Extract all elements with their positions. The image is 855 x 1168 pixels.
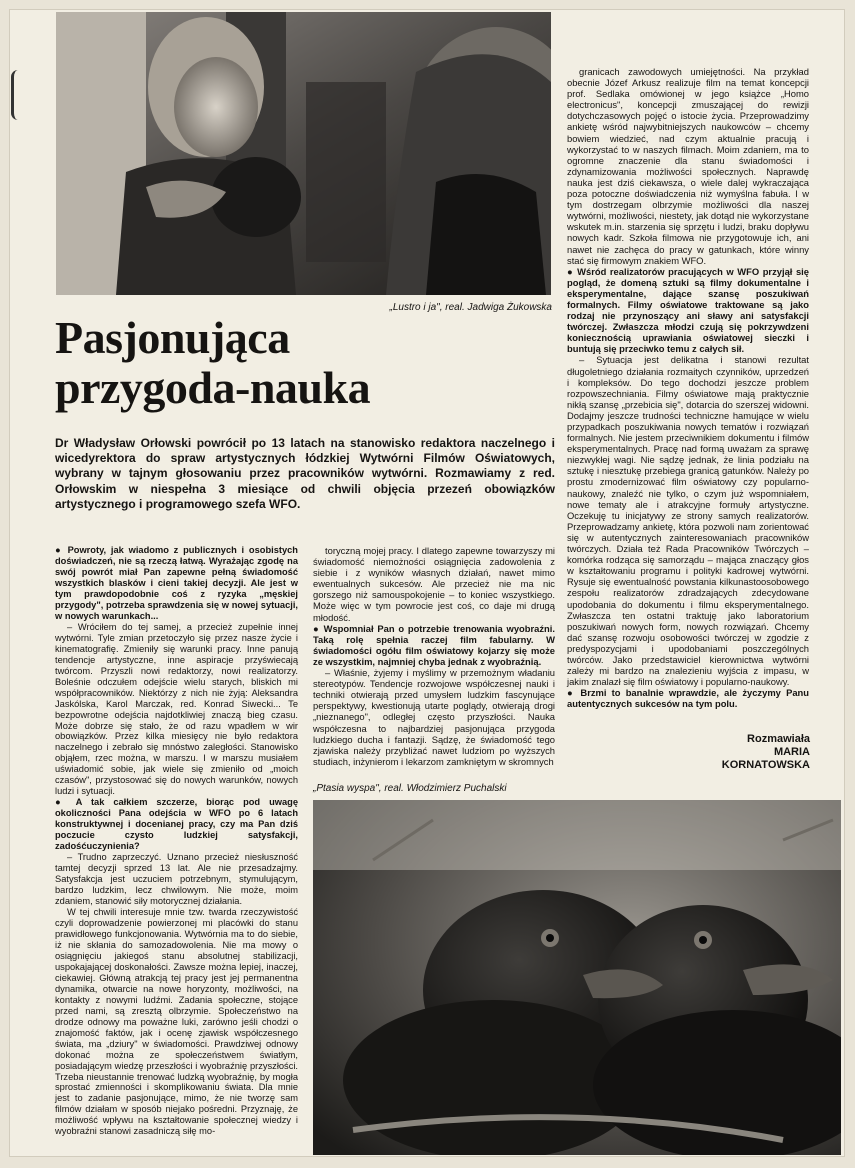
interview-answer: toryczną mojej pracy. I dlatego zapewne towarzyszy mi świadomość niemożności osiągnięcia zadowolenia z siebie i z wyników własnych działań, nawet mimo ewentualnych sukcesów. Ale przecież nie ma nic gorszego niż samouspokojenie – to koniec wszystkiego. Może więc w tym powrocie jest coś, co daje mi drugą młodość. <box>313 545 555 623</box>
interview-question: ● A tak całkiem szczerze, biorąc pod uwagę okoliczności Pana odejścia w WFO po 6 latach konstruktywnej i docenianej pracy, czy ma Pan dziś poczucie czysto ludzkiej satysfakcji, zadośćuczynienia? <box>55 797 298 852</box>
interviewer-signature <box>700 733 810 772</box>
interview-question: ● Powroty, jak wiadomo z publicznych i osobistych doświadczeń, nie są rzeczą łatwą. Wyrażając zgodę na swój powrót miał Pan zapewne pełną świadomość wszystkich blasków i cieni takiej decyzji. Ale jest w tym prawdopodobnie coś z ryzyka „męskiej przygody", potrzeba sprawdzenia się w nowej sytuacji, w nowych warunkach... <box>55 545 298 621</box>
interview-answer: – Właśnie, żyjemy i myślimy w przemożnym władaniu stereotypów. Tendencje rozwojowe współczesnej nauki i techniki otwierają przed umysłem ludzkim fascynujące perspektywy, kwestionują utarte poglądy, otwierają drogi „nieznanego", odległej często przyszłości. Nauka współczesna to najbardziej pasjonująca przygoda ludzkiego ducha i fantazji. Sądzę, że świadomość tego zjawiska należy przybliżać nawet ludziom po wyższych studiach, inżynierom i lekarzom zamkniętym w skromnych <box>313 667 555 767</box>
interview-answer: – Wróciłem do tej samej, a przecież zupełnie innej wytwórni. Tyle zmian przetoczyło się przez nasze życie i kinematografię. Zmieniły się warunki pracy. Inne panują tendencje artystyczne, inne aspiracje przyświecają twórcom. Przyszli nowi redaktorzy, nowi realizatorzy. Boleśnie odczułem odejście wielu starych, bliskich mi współpracowników. Niektórzy z nich nie żyją: Aleksandra Jaskólska, Karol Marczak, red. Konrad Siwecki... Te bezpowrotne odejścia najdotkliwiej znaczą bieg czasu. Może dobrze się stało, że od razu wpadłem w wir obowiązków. Przez kilka miesięcy nie było redaktora naczelnego i zebrało się mnóstwo zaległości. Stanowisko objąłem, rzec można, w marszu. I w marszu musiałem uświadomić sobie, jak wiele się zmieniło od „moich czasów", przystosować się do nowych warunków, nowych ludzi i sytuacji. <box>55 621 298 797</box>
interview-answer: – Sytuacja jest delikatna i stanowi rezultat długoletniego działania rozmaitych czynników, uprzedzeń i kompleksów. Do tego dochodzi jeszcze problem rozpowszechniania. Filmy oświatowe mają praktycznie nikłą szansę „przebicia się", dotarcia do szerszej widowni. Dodajmy jeszcze trudności techniczne hamujące w wielu przypadkach poszukiwania nowych tematów i rozwiązań formalnych. Nie jestem przeciwnikiem dokumentu i filmów eksperymentalnych. Pracę nad formą uważam za sprawę niezwykłej wagi. Nie sądzę jednak, że linia podziału na sztukę i niesztukę przebiega granicą gatunków. Należy po prostu zmodernizować film oświatowy czy popularno-naukowy, znaleźć nie tylko, o czym już wspomniałem, nowe tematy ale i atrakcyjne formuły artystyczne. Oczekuję tu inicjatywy ze strony samych realizatorów. Przeprowadzamy ankietę, która pozwoli nam zorientować się w autentycznych zainteresowaniach pracowników twórczych. Działa też Rada Pracowników Twórczych – komórka rodząca się samorządu – mająca znaczący głos w kształtowaniu programu i polityki kadrowej wytwórni. Rysuje się ewentualność powstania kilkunastoosobowego zespołu realizatorów zdradzających zdecydowane upodobania do dokumentu i filmu eksperymentalnego. Zwłaszcza ten ostatni traktuję jako laboratorium poszukiwań nowych form, nowych rozwiązań. Chcemy dać szansę rozwoju osobowości twórczej w zgodzie z predyspozycjami i upodobaniami poszczególnych twórców. Jako przedstawiciel kierownictwa wytwórni zależy mi bardzo na znalezieniu wyjścia z impasu, w jakim znalazł się film oświatowy i popularno-naukowy. <box>567 354 809 688</box>
article-lead: Dr Władysław Orłowski powrócił po 13 latach na stanowisko redaktora naczelnego i wicedyrektora do spraw artystycznych łódzkiej Wytwórni Filmów Oświatowych, wybrany w tajnym głosowaniu przez pracowników wytwórni. Rozmawiamy z red. Orłowskim w niespełna 3 miesiące od chwili objęcia przezeń obowiązków artystycznego i programowego szefa WFO. <box>55 436 555 511</box>
interview-question: ● Wśród realizatorów pracujących w WFO przyjął się pogląd, że domeną sztuki są filmy dokumentalne i eksperymentalne, dające szansę poszukiwań formalnych. Filmy oświatowe traktowane są jako rodzaj nie przynoszący ani sławy ani satysfakcji twórczej. Zwłaszcza młodzi czują się pokrzywdzeni koniecznością uprawiania oświatowej sieczki i buntują się przeciwko temu z całych sił. <box>567 265 809 355</box>
interview-answer: W tej chwili interesuje mnie tzw. twarda rzeczywistość czyli doprowadzenie powierzonej mi placówki do stanu prawidłowego funkcjonowania. Wytwórnia ma to do siebie, iż nie skłania do samozadowolenia. Nie ma mowy o osiągnięciu jakiegoś stanu absolutnej stabilizacji, uspokajającej doskonałości. Zawsze można lepiej, inaczej, ciekawiej. Główną atrakcją tej pracy jest jej permanentna dynamika, otwarcie na nowe horyzonty, możliwości, na kontakty z nowymi ludźmi. Zadania społeczne, stojące przed nami, są zresztą olbrzymie. Społeczeństwo na drodze odnowy ma poważne luki, zarówno jeśli chodzi o znajomość faktów, jak i ocenę zjawisk współczesnego świata, ma „dziury" w świadomości. Prawdziwej odnowy dokonać można ze społeczeństwem światłym, posiadającym wiedzę przeszłości i wyobraźnię przyszłości. Trzeba nieustannie trenować ludzką wyobraźnię, by mogła sprostać zmienności i skomplikowaniu świata. Dla mnie jest to zadanie pasjonujące, mimo, że nie tworzę sam filmów działam w sposób niejako pośredni. Przyznaję, że możliwość wpływu na kształtowanie społecznej wiedzy i wyobraźni stanowi zasadniczą siłę mo- <box>55 906 298 1137</box>
interview-answer: – Trudno zaprzeczyć. Uznano przecież niesłuszność tamtej decyzji sprzed 13 lat. Ale nie przesadzajmy. Satysfakcja jest uczuciem potrzebnym, stymulującym, bardzo ludzkim, lecz chwilowym. Nie może, moim zdaniem, stanowić siły motorycznej działania. <box>55 852 298 906</box>
page-edge-mark <box>11 70 18 120</box>
interview-answer: granicach zawodowych umiejętności. Na przykład obecnie Józef Arkusz realizuje film na temat koncepcji prof. Sedlaka omówionej w jego książce „Homo electronicus", koncepcji zmuszającej do rewizji dotychczasowych pojęć o istocie życia. Przeprowadzimy ankietę wśród najwybitniejszych naukowców – chcemy bowiem wiedzieć, nad czym aktualnie pracują i wykorzystać to w naszych filmach. Moim zdaniem, ma to ogromne znaczenie dla stanu świadomości i zdynamizowania możliwości społecznych. Naprawdę nauka jest dziś ciekawsza, o wiele dalej wykraczająca poza potoczne doświadczenia niż wymyślna fabuła. I w tym dostrzegam olbrzymie możliwości dla naszej wytwórni, możliwości, niestety, jak dotąd nie wykorzystane wskutek m.in. starzenia się sprzętu i ludzi, braku dopływu nowych kadr. Szkoła filmowa nie przygotowuje ich, ani nawet nie zachęca do pracy w gatunkach, które winny stać się firmowym znakiem WFO. <box>567 66 809 266</box>
text-column-1 <box>55 545 298 1137</box>
signature-name-1: MARIA <box>773 746 810 758</box>
photo-lustro-i-ja <box>56 12 551 295</box>
text-column-3 <box>567 66 809 709</box>
interview-question: ● Brzmi to banalnie wprawdzie, ale życzymy Panu autentycznych sukcesów na tym polu. <box>567 687 809 710</box>
photo-caption-mid: „Ptasia wyspa", real. Włodzimierz Puchalski <box>313 783 507 794</box>
title-line-2: przygoda-nauka <box>55 362 371 413</box>
photo-caption-top: „Lustro i ja", real. Jadwiga Żukowska <box>389 302 552 313</box>
article-title <box>55 313 400 413</box>
text-column-2 <box>313 545 555 767</box>
title-line-1: Pasjonująca <box>55 312 290 363</box>
signature-name-2: KORNATOWSKA <box>721 759 810 771</box>
signature-label: Rozmawiała <box>747 733 810 745</box>
interview-question: ● Wspomniał Pan o potrzebie trenowania wyobraźni. Taką rolę spełnia raczej film fabularny. W świadomości ogółu film oświatowy kojarzy się może ze wszystkim, najmniej chyba jednak z wyobraźnią. <box>313 622 555 667</box>
photo-ptasia-wyspa <box>313 800 841 1155</box>
